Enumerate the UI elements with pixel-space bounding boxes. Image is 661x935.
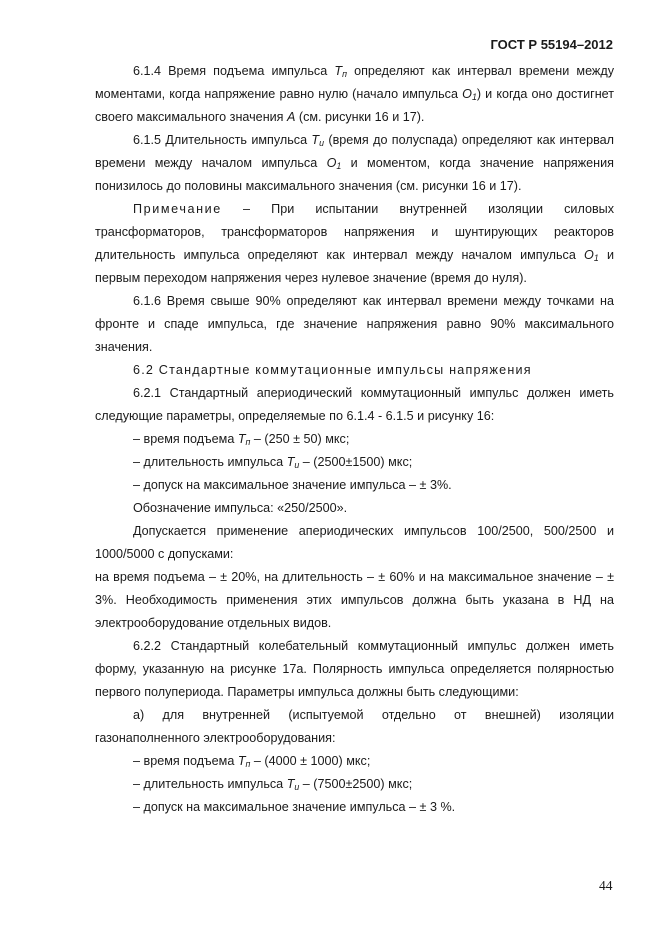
paragraph-6-1-6: 6.1.6 Время свыше 90% определяют как интервал времени между точками на фронте и спаде импульса, где значение напряжения равно 90% максимального значения.: [95, 294, 614, 354]
list-item: – длительность импульса $T_и - (7500\pm 2500)$ мкс;: [133, 777, 413, 793]
list-item: – допуск на максимальное значение импульса – ± 3 %.: [133, 800, 456, 814]
paragraph-6-1-5: 6.1.5 Длительность импульса $T_и$ (время до полуспада) определяют как интервал времени между началом импульса $O_1$ и моментом, когда значение напряжения понизилось до половины максимального значения (см. рисунки 16 и 17).: [95, 133, 614, 193]
paragraph-allowed-impulses: Допускается применение апериодических импульсов 100/2500, 500/2500 и 1000/5000 с допусками:: [95, 524, 614, 561]
paragraph-6-2-1: 6.2.1 Стандартный апериодический коммутационный импульс должен иметь следующие параметры, определяемые по 6.1.4 - 6.1.5 и рисунку 16:: [95, 386, 614, 423]
section-title-6-2: 6.2 Стандартные коммутационные импульсы напряжения: [133, 363, 532, 377]
list-item: – время подъема $T_п - (250 \pm 50)$ мкс;: [133, 432, 350, 448]
document-header: ГОСТ Р 55194–2012: [490, 37, 613, 52]
impulse-designation: Обозначение импульса: «250/2500».: [133, 501, 348, 515]
paragraph-6-1-4: 6.1.4 Время подъема импульса $T_п$ определяют как интервал времени между моментами, когда напряжение равно нулю (начало импульса $O_1$) и когда оно достигнет своего максимального значения A (см. рисунки 16 и 17).: [95, 64, 615, 124]
note-label: Примечание: [133, 202, 222, 216]
list-item: – длительность импульса $T_и - (2500\pm 1500)$ мкс;: [133, 455, 413, 471]
list-item: – допуск на максимальное значение импульса – ± 3%.: [133, 478, 452, 492]
paragraph-6-2-2: 6.2.2 Стандартный колебательный коммутационный импульс должен иметь форму, указанную на рисунке 17а. Полярность импульса определяется полярностью первого полупериода. Параметры импульса должны быть следующими:: [95, 639, 614, 699]
paragraph-tolerances: на время подъема – ± 20%, на длительность – ± 60% и на максимальное значение – ± 3%. Необходимость применения этих импульсов должна быть указана в НД на электрооборудование отдельных видов.: [95, 570, 614, 630]
note-paragraph: Примечание – При испытании внутренней изоляции силовых трансформаторов, трансформаторов напряжения и шунтирующих реакторов длительность импульса определяют как интервал между началом импульса $O_1$ и первым переходом напряжения через нулевое значение (время до нуля).: [95, 202, 614, 285]
list-item-a: а) для внутренней (испытуемой отдельно от внешней) изоляции газонаполненного электрооборудования:: [95, 708, 614, 745]
page-number: 44: [599, 878, 613, 893]
list-item: – время подъема $T_п - (4000 \pm 1000)$ мкс;: [133, 754, 371, 770]
page-body: [95, 60, 614, 819]
